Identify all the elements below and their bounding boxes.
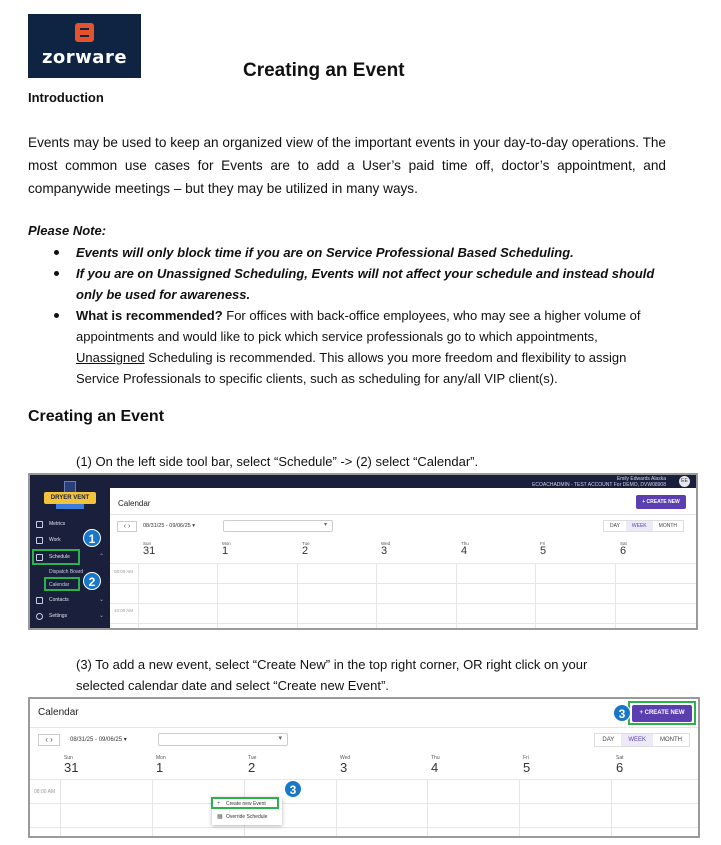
day-name: Wed — [381, 541, 391, 546]
grid-line — [336, 779, 337, 836]
sidebar-item-contacts[interactable] — [30, 593, 110, 608]
day-name: Fri — [540, 541, 546, 546]
day-header — [64, 755, 78, 774]
note-item: If you are on Unassigned Scheduling, Events will not affect your schedule and instead should only be used for awareness. — [28, 263, 668, 305]
grid-line — [138, 563, 139, 628]
grid-line — [110, 623, 696, 624]
date-range-select[interactable]: 08/31/25 - 09/06/25 ▾ — [143, 523, 195, 529]
sidebar-item-label: Dispatch Board — [49, 569, 84, 575]
screenshot-calendar-navigation — [28, 473, 698, 630]
grid-line — [110, 583, 696, 584]
note-heading: Please Note: — [28, 223, 107, 238]
day-number: 3 — [381, 545, 388, 557]
work-icon — [36, 537, 43, 544]
day-header — [461, 541, 469, 557]
day-name: Thu — [461, 541, 469, 546]
step-badge-3: 3 — [613, 704, 631, 722]
note-item-text: For offices with back-office employees, who may see a higher volume of appointments and would like to pick which service professionals go to which appointments, — [76, 308, 641, 344]
sidebar-item-label: Calendar — [49, 582, 70, 588]
day-number: 3 — [340, 760, 348, 775]
day-number: 5 — [523, 760, 531, 775]
grid-line — [297, 563, 298, 628]
day-number: 31 — [64, 760, 79, 775]
grid-line — [535, 563, 536, 628]
day-name: Sun — [64, 755, 73, 761]
create-new-button[interactable]: + CREATE NEW — [632, 705, 692, 722]
menu-item-override-schedule[interactable] — [212, 811, 282, 823]
day-number: 31 — [143, 545, 156, 557]
grid-line — [30, 803, 698, 804]
day-number: 1 — [222, 545, 229, 557]
note-item-bold: What is recommended? — [76, 308, 223, 323]
day-header — [222, 541, 231, 557]
screenshot-create-event — [28, 697, 700, 838]
view-toggle — [603, 520, 684, 532]
grid-line — [376, 563, 377, 628]
menu-item-label: Override Schedule — [226, 814, 268, 820]
contacts-icon — [36, 597, 43, 604]
user-info — [532, 476, 666, 488]
day-header — [340, 755, 350, 774]
day-name: Fri — [523, 755, 529, 761]
divider — [110, 514, 696, 515]
avatar[interactable]: EE — [679, 476, 690, 487]
week-nav-arrows[interactable]: ‹ › — [38, 734, 60, 746]
grid-line — [615, 563, 616, 628]
day-header — [616, 755, 624, 774]
view-week[interactable]: WEEK — [626, 521, 653, 531]
day-header — [302, 541, 310, 557]
calendar-highlight-box — [44, 577, 80, 591]
grid-line — [456, 563, 457, 628]
create-event-highlight-box — [211, 797, 279, 809]
section-heading: Creating an Event — [28, 408, 165, 425]
create-new-highlight-box — [628, 701, 696, 725]
time-label: 08:00 AM — [114, 569, 134, 574]
user-account: ECOACHADMIN - TEST ACCOUNT For DEMO, DVW08908 — [532, 482, 666, 488]
filter-dropdown[interactable] — [223, 520, 333, 532]
sidebar-item-metrics[interactable] — [30, 517, 110, 532]
chevron-down-icon: ⌄ — [98, 597, 104, 603]
grid-line — [519, 779, 520, 836]
day-header — [156, 755, 166, 774]
menu-item-label: Create new Event — [226, 801, 266, 807]
grid-line — [110, 603, 696, 604]
metrics-icon — [36, 521, 43, 528]
view-month[interactable]: MONTH — [658, 523, 677, 529]
step-1-text: (1) On the left side tool bar, select “Schedule” -> (2) select “Calendar”. — [76, 454, 479, 469]
day-name: Sat — [616, 755, 624, 761]
brand-subbar — [56, 504, 84, 509]
user-name: Emily Edwards Alaska — [616, 476, 666, 482]
note-item — [28, 305, 668, 389]
note-item-text: Scheduling is recommended. This allows you more freedom and flexibility to assign Service Professionals to specific clients, such as scheduling for any/all VIP client(s). — [76, 350, 627, 386]
grid-line — [30, 827, 698, 828]
schedule-highlight-box — [32, 549, 80, 565]
sidebar-item-label: Schedule — [49, 554, 70, 560]
note-list — [28, 242, 668, 389]
filter-dropdown[interactable] — [158, 733, 288, 746]
day-name: Mon — [156, 755, 166, 761]
day-number: 6 — [616, 760, 624, 775]
day-number: 4 — [431, 760, 439, 775]
time-label: 08:00 AM — [34, 789, 56, 795]
sidebar-item-label: Work — [49, 537, 61, 543]
grid-line — [30, 779, 698, 780]
sidebar-item-settings[interactable] — [30, 609, 110, 624]
view-month[interactable]: MONTH — [660, 737, 682, 743]
zorware-logo-icon — [75, 23, 94, 42]
grid-line — [427, 779, 428, 836]
day-header — [540, 541, 546, 557]
step-badge-3: 3 — [284, 780, 302, 798]
grid-line — [611, 779, 612, 836]
step-3-text: (3) To add a new event, select “Create New” in the top right corner, OR right click on your selected calendar date and select “Create new Event”. — [76, 657, 588, 693]
day-name: Tue — [248, 755, 257, 761]
grid-line — [110, 563, 696, 564]
day-number: 2 — [248, 760, 256, 775]
date-range-select[interactable]: 08/31/25 - 09/06/25 ▾ — [70, 737, 127, 743]
document-title: Creating an Event — [243, 60, 405, 81]
create-new-button[interactable]: + CREATE NEW — [636, 495, 686, 509]
sidebar-item-label: Settings — [49, 613, 68, 619]
day-number: 5 — [540, 545, 547, 557]
divider — [30, 727, 698, 728]
logo-text: zorware — [41, 47, 128, 68]
note-item: Events will only block time if you are on Service Professional Based Scheduling. — [28, 242, 668, 263]
day-header — [143, 541, 155, 557]
day-name: Sun — [143, 541, 152, 546]
day-name: Tue — [302, 541, 310, 546]
gear-icon — [36, 613, 43, 620]
view-week[interactable]: WEEK — [621, 734, 653, 746]
day-header — [431, 755, 440, 774]
unassigned-link-text: Unassigned — [76, 350, 145, 365]
day-number: 2 — [302, 545, 309, 557]
sidebar-item-label: Metrics — [49, 521, 66, 527]
step-badge-1: 1 — [83, 529, 101, 547]
calendar-title: Calendar — [38, 707, 79, 718]
day-header — [248, 755, 256, 774]
day-number: 1 — [156, 760, 164, 775]
view-day[interactable]: DAY — [602, 737, 615, 743]
day-name: Wed — [340, 755, 351, 761]
step-badge-2: 2 — [83, 572, 101, 590]
time-label: 10:00 AM — [114, 608, 134, 613]
sidebar-item-label: Contacts — [49, 597, 69, 603]
day-header — [523, 755, 530, 774]
grid-line — [60, 779, 61, 836]
top-bar — [110, 475, 696, 488]
zorware-logo — [28, 14, 141, 78]
introduction-heading: Introduction — [28, 90, 104, 105]
chevron-up-icon: ⌃ — [98, 554, 104, 560]
dryer-vent-logo — [44, 481, 96, 511]
plus-icon: + — [217, 801, 221, 807]
calendar-icon: ▦ — [217, 814, 223, 820]
day-name: Mon — [222, 541, 231, 546]
week-nav-arrows[interactable]: ‹ › — [117, 521, 137, 532]
day-header — [381, 541, 390, 557]
grid-line — [152, 779, 153, 836]
view-toggle — [594, 733, 690, 747]
chevron-down-icon: ⌄ — [98, 613, 104, 619]
grid-line — [217, 563, 218, 628]
day-number: 4 — [461, 545, 468, 557]
day-header — [620, 541, 627, 557]
introduction-paragraph: Events may be used to keep an organized view of the important events in your day-to-day operations. The most common use cases for Events are to add a User’s paid time off, doctor’s appointment, and companywide meetings – but they may be utilized in many ways. — [28, 135, 666, 196]
calendar-title: Calendar — [118, 499, 151, 508]
day-number: 6 — [620, 545, 627, 557]
day-name: Sat — [620, 541, 627, 546]
view-day[interactable]: DAY — [610, 523, 620, 529]
day-name: Thu — [431, 755, 440, 761]
brand-banner: DRYER VENT — [44, 492, 96, 504]
